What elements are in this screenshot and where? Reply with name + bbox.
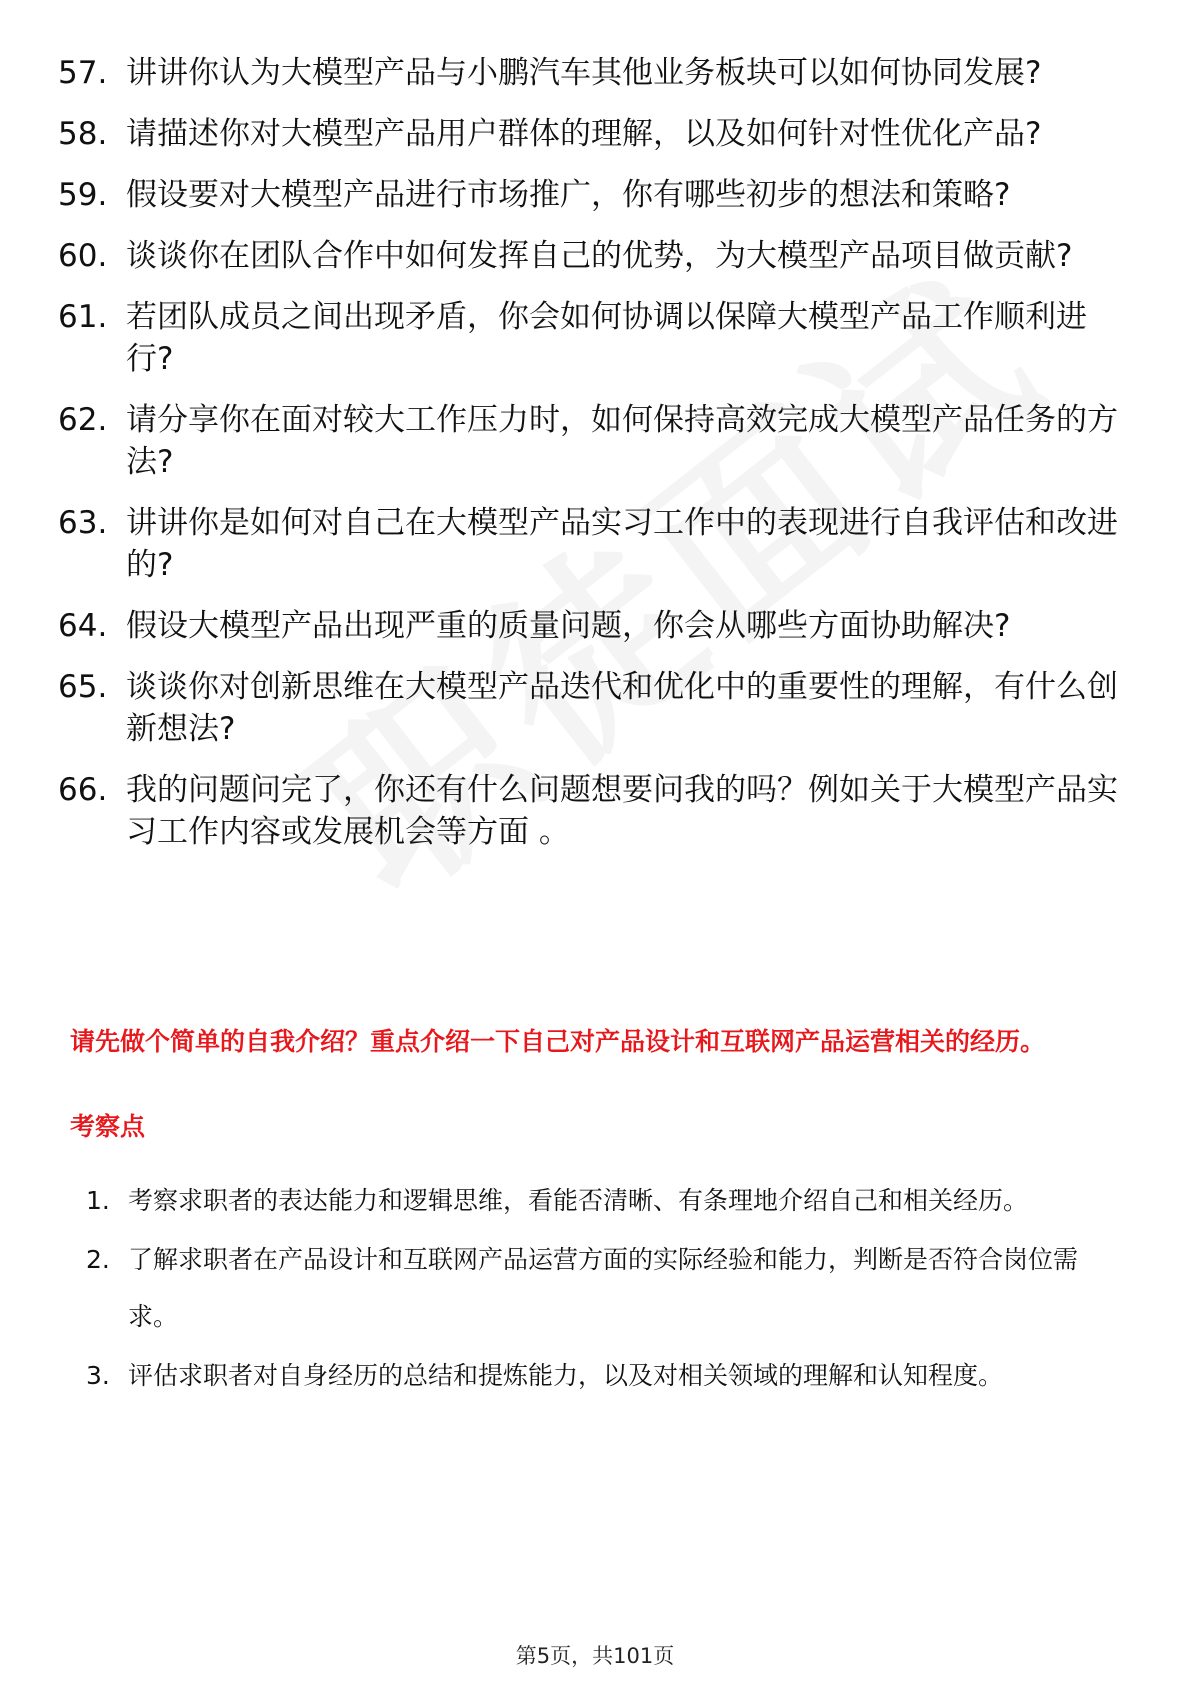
question-text: 我的问题问完了，你还有什么问题想要问我的吗？例如关于大模型产品实习工作内容或发展机会等方面 。 <box>126 772 1118 850</box>
question-text: 讲讲你认为大模型产品与小鹏汽车其他业务板块可以如何协同发展? <box>126 55 1042 91</box>
question-item <box>58 666 1118 750</box>
point-number: 3. <box>86 1361 110 1390</box>
question-item <box>58 605 1118 647</box>
point-number: 2. <box>86 1245 110 1274</box>
question-item <box>58 52 1118 94</box>
question-number: 61. <box>58 299 108 335</box>
question-text: 讲讲你是如何对自己在大模型产品实习工作中的表现进行自我评估和改进的? <box>126 505 1118 583</box>
question-text: 假设大模型产品出现严重的质量问题，你会从哪些方面协助解决? <box>126 608 1011 644</box>
question-text: 若团队成员之间出现矛盾，你会如何协调以保障大模型产品工作顺利进行? <box>126 299 1087 377</box>
question-item <box>58 399 1118 483</box>
question-item <box>58 769 1118 853</box>
question-number: 59. <box>58 177 108 213</box>
question-list <box>58 52 1118 872</box>
question-number: 64. <box>58 608 108 644</box>
question-item <box>58 174 1118 216</box>
question-number: 60. <box>58 238 108 274</box>
question-number: 65. <box>58 669 108 705</box>
question-text: 谈谈你在团队合作中如何发挥自己的优势，为大模型产品项目做贡献? <box>126 238 1073 274</box>
interview-question-heading: 请先做个简单的自我介绍？重点介绍一下自己对产品设计和互联网产品运营相关的经历。 <box>70 1027 1046 1056</box>
assessment-point <box>86 1172 1126 1229</box>
point-text: 考察求职者的表达能力和逻辑思维，看能否清晰、有条理地介绍自己和相关经历。 <box>128 1186 1029 1215</box>
assessment-point <box>86 1231 1126 1345</box>
question-text: 假设要对大模型产品进行市场推广，你有哪些初步的想法和策略? <box>126 177 1011 213</box>
question-item <box>58 502 1118 586</box>
assessment-points-title: 考察点 <box>70 1112 146 1141</box>
question-item <box>58 113 1118 155</box>
question-text: 请描述你对大模型产品用户群体的理解，以及如何针对性优化产品? <box>126 116 1042 152</box>
point-text: 评估求职者对自身经历的总结和提炼能力，以及对相关领域的理解和认知程度。 <box>128 1361 1004 1390</box>
question-number: 58. <box>58 116 108 152</box>
question-number: 63. <box>58 505 108 541</box>
question-number: 62. <box>58 402 108 438</box>
question-text: 请分享你在面对较大工作压力时，如何保持高效完成大模型产品任务的方法? <box>126 402 1118 480</box>
page-footer: 第5页，共101页 <box>515 1644 675 1668</box>
question-item <box>58 235 1118 277</box>
point-text: 了解求职者在产品设计和互联网产品运营方面的实际经验和能力，判断是否符合岗位需求。 <box>128 1245 1079 1331</box>
assessment-point <box>86 1347 1126 1404</box>
question-number: 66. <box>58 772 108 808</box>
point-number: 1. <box>86 1186 110 1215</box>
question-item <box>58 296 1118 380</box>
question-text: 谈谈你对创新思维在大模型产品迭代和优化中的重要性的理解，有什么创新想法? <box>126 669 1118 747</box>
question-number: 57. <box>58 55 108 91</box>
assessment-points-list <box>86 1172 1126 1406</box>
